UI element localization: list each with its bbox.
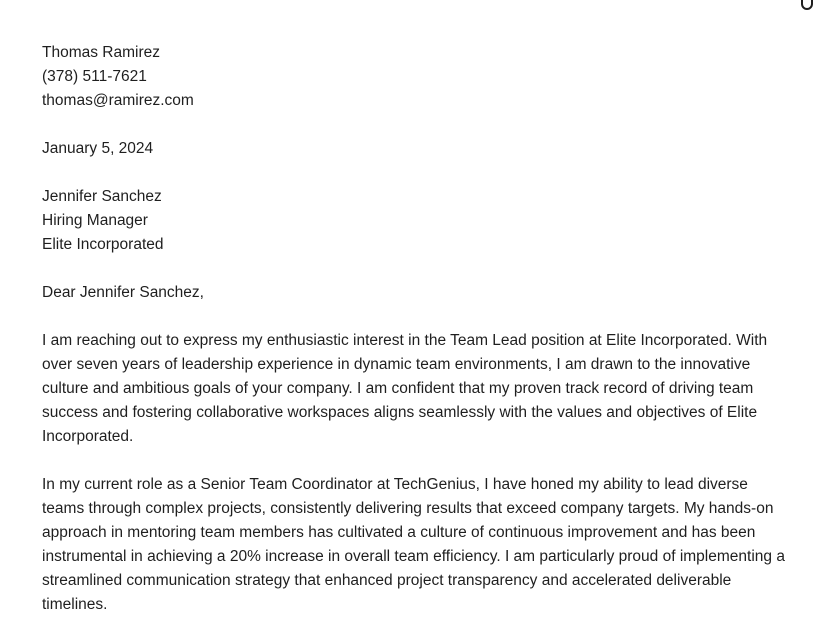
recipient-title: Hiring Manager	[42, 212, 148, 229]
recipient-block	[42, 185, 802, 257]
sender-email: thomas@ramirez.com	[42, 92, 194, 109]
body-paragraph-2: In my current role as a Senior Team Coordinator at TechGenius, I have honed my ability to lead diverse teams through complex projects, consistently delivering results that exceed company targets. My hands-on approach in mentoring team members has cultivated a culture of continuous improvement and has been instrumental in achieving a 20% increase in overall team efficiency. I am particularly proud of implementing a streamlined communication strategy that enhanced project transparency and accelerated deliverable timelines.	[42, 476, 785, 613]
date-block	[42, 137, 802, 161]
body-paragraph-1: I am reaching out to express my enthusiastic interest in the Team Lead position at Elite Incorporated. With over seven years of leadership experience in dynamic team environments, I am drawn to the innovative culture and ambitious goals of your company. I am confident that my proven track record of driving team success and fostering collaborative workspaces aligns seamlessly with the values and objectives of Elite Incorporated.	[42, 332, 768, 445]
sender-phone: (378) 511-7621	[42, 68, 147, 85]
cover-letter	[42, 41, 802, 620]
sender-block	[42, 41, 802, 113]
letter-date: January 5, 2024	[42, 140, 154, 157]
sender-name: Thomas Ramirez	[42, 44, 160, 61]
recipient-name: Jennifer Sanchez	[42, 188, 162, 205]
salutation: Dear Jennifer Sanchez,	[42, 284, 204, 301]
recipient-company: Elite Incorporated	[42, 236, 164, 253]
salutation-block	[42, 281, 802, 305]
scroll-handle-icon[interactable]	[800, 0, 814, 12]
